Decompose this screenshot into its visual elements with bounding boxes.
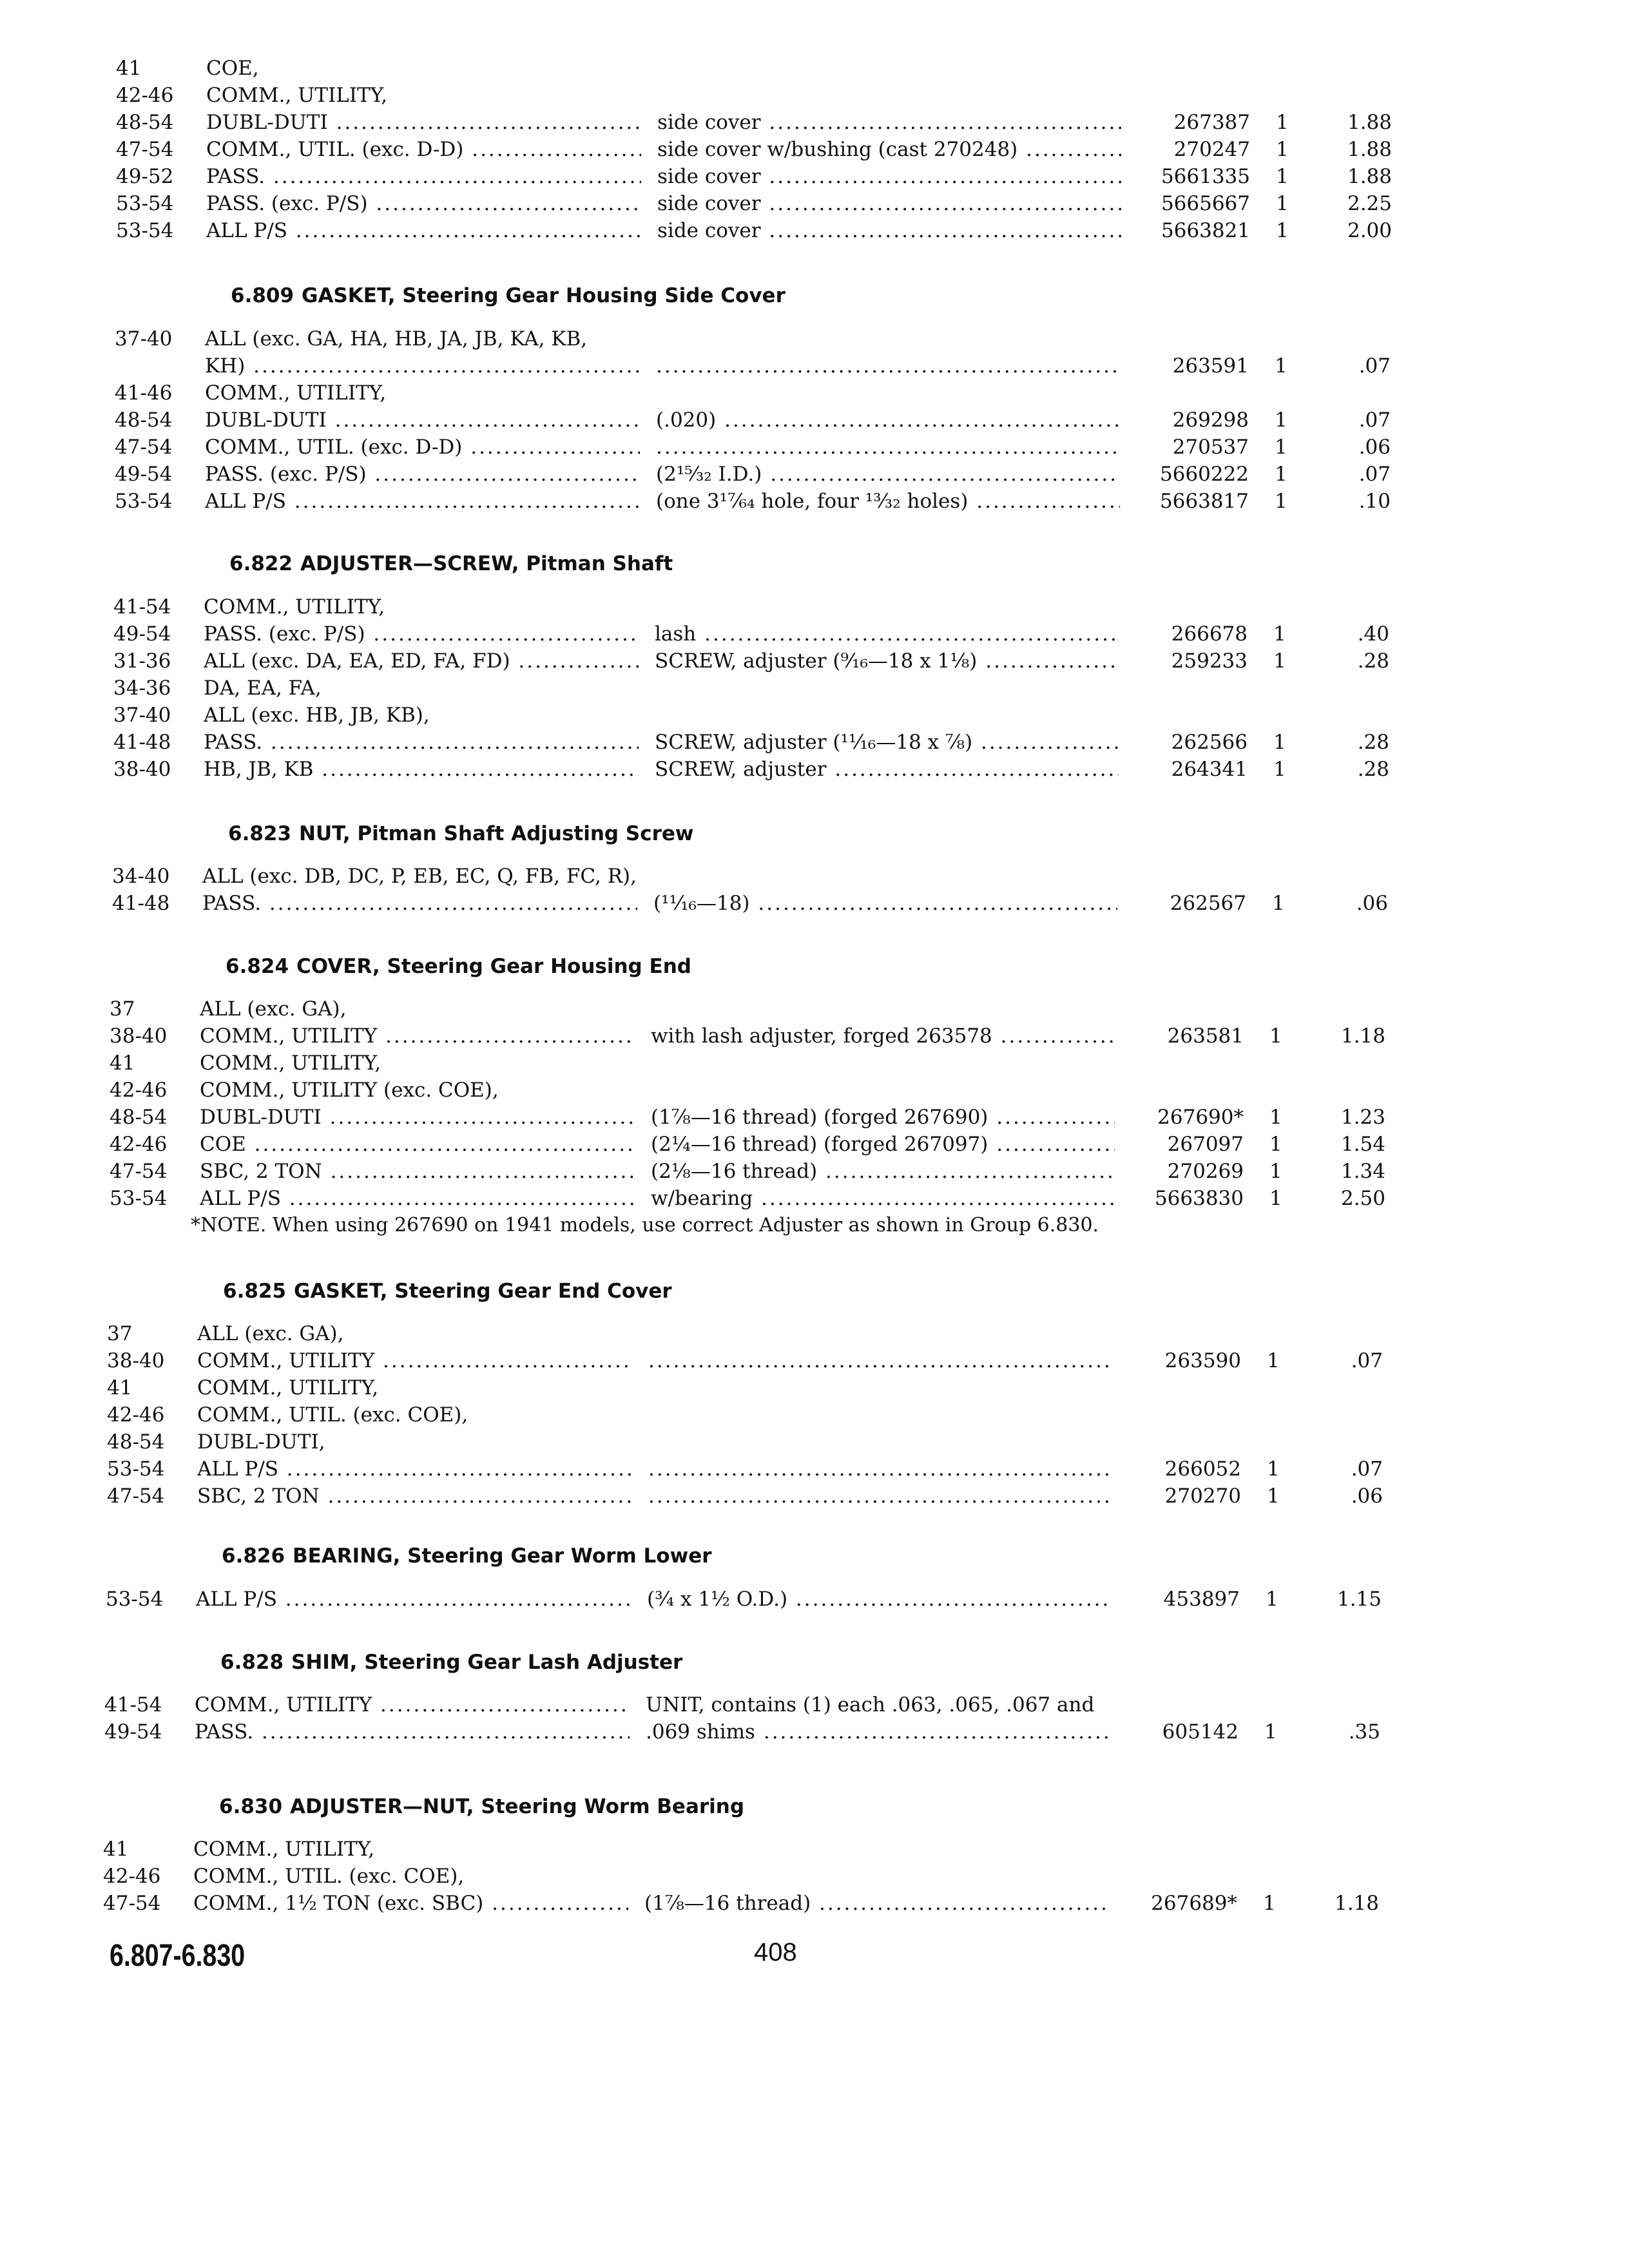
application-cell: ALL (exc. DA, EA, ED, FA, FD) .....	[204, 647, 639, 675]
application-cell: COMM., UTILITY .....	[200, 1022, 635, 1050]
quantity-cell: 1	[1275, 354, 1287, 378]
application-cell: ALL P/S .....	[196, 1585, 631, 1613]
application-cell: DUBL-DUTI .....	[205, 406, 640, 434]
quantity-cell: 1	[1276, 219, 1289, 242]
section-note: *NOTE. When using 267690 on 1941 models, use correct Adjuster as shown in Group 6.830.	[191, 1214, 1099, 1236]
description-cell: (³⁄₄ x 1¹⁄₂ O.D.) .....	[647, 1585, 1111, 1613]
description-cell: SCREW, adjuster .....	[655, 755, 1119, 783]
section-title: NUT, Pitman Shaft Adjusting Screw	[299, 822, 694, 845]
section-title: BEARING, Steering Gear Worm Lower	[293, 1544, 712, 1568]
part-number-cell: 266678	[1171, 622, 1248, 646]
part-number-cell: 267097	[1167, 1133, 1244, 1156]
part-number-cell: 266052	[1164, 1457, 1241, 1481]
quantity-cell: 1	[1269, 1106, 1282, 1129]
years-cell: 48-54	[116, 111, 174, 134]
quantity-cell: 1	[1263, 1892, 1276, 1915]
part-number-cell: 263590	[1164, 1349, 1241, 1372]
years-cell: 42-46	[103, 1865, 161, 1888]
description-cell: (2¹⁄₈—16 thread) .....	[651, 1157, 1115, 1186]
years-cell: 31-36	[113, 649, 171, 673]
page-number: 408	[754, 1938, 797, 1966]
description-cell: (¹¹⁄₁₆—18) .....	[653, 889, 1117, 918]
years-cell: 34-36	[113, 677, 171, 700]
years-cell: 53-54	[107, 1457, 165, 1481]
part-number-cell: 267690*	[1157, 1106, 1244, 1129]
application-cell: DUBL-DUTI,	[197, 1430, 325, 1454]
quantity-cell: 1	[1267, 1349, 1280, 1372]
application-cell: PASS. .....	[202, 889, 637, 918]
section-number: 6.809	[231, 284, 294, 307]
application-cell: ALL (exc. GA),	[197, 1322, 344, 1345]
application-cell: COE,	[206, 57, 259, 80]
group-range-label: 6.807-6.830	[110, 1939, 246, 1973]
parts-row	[115, 379, 1403, 407]
parts-row	[110, 995, 1398, 1023]
description-cell: side cover .....	[657, 216, 1121, 245]
parts-row	[113, 701, 1402, 729]
parts-row	[103, 1889, 1392, 1917]
years-cell: 42-46	[116, 84, 174, 107]
price-cell: .07	[1351, 1457, 1383, 1481]
parts-row	[107, 1455, 1396, 1483]
price-cell: 1.34	[1340, 1160, 1385, 1183]
application-cell: HB, JB, KB .....	[204, 755, 639, 783]
description-cell	[648, 1347, 1112, 1375]
parts-row	[116, 54, 1405, 82]
years-cell: 37	[107, 1322, 133, 1345]
years-cell: 53-54	[116, 219, 174, 242]
price-cell: .28	[1357, 758, 1389, 781]
parts-row	[103, 1862, 1392, 1890]
price-cell: 1.23	[1340, 1106, 1385, 1129]
quantity-cell: 1	[1275, 490, 1287, 513]
price-cell: 1.18	[1340, 1024, 1385, 1048]
part-number-cell: 453897	[1163, 1588, 1240, 1611]
application-cell: KH) .....	[205, 352, 640, 380]
section-number: 6.823	[228, 822, 292, 845]
parts-row	[107, 1482, 1396, 1510]
parts-row	[110, 1157, 1398, 1186]
quantity-cell: 1	[1266, 1588, 1278, 1611]
section-header	[219, 1792, 744, 1821]
quantity-cell: 1	[1273, 758, 1286, 781]
application-cell: COMM., UTILITY .....	[197, 1347, 632, 1375]
part-number-cell: 263581	[1167, 1024, 1244, 1048]
parts-row	[113, 593, 1402, 621]
description-cell: side cover .....	[657, 108, 1121, 137]
section-header	[226, 952, 691, 981]
part-number-cell: 5665667	[1161, 192, 1250, 215]
application-cell: COMM., UTILITY,	[205, 381, 387, 405]
application-cell: ALL P/S .....	[200, 1184, 635, 1213]
parts-row	[110, 1049, 1398, 1077]
price-cell: 1.18	[1334, 1892, 1379, 1915]
part-number-cell: 605142	[1162, 1720, 1239, 1744]
years-cell: 41	[107, 1376, 133, 1399]
price-cell: .28	[1357, 731, 1389, 754]
parts-row	[116, 189, 1405, 218]
years-cell: 47-54	[103, 1892, 161, 1915]
years-cell: 49-54	[115, 463, 173, 486]
section-header	[228, 820, 694, 848]
years-cell: 41-54	[104, 1693, 162, 1716]
price-cell: .07	[1358, 463, 1391, 486]
years-cell: 41-46	[115, 381, 173, 405]
years-cell: 47-54	[107, 1485, 165, 1508]
quantity-cell: 1	[1276, 165, 1289, 188]
description-cell: side cover .....	[657, 189, 1121, 218]
part-number-cell: 267689*	[1151, 1892, 1237, 1915]
quantity-cell: 1	[1276, 192, 1289, 215]
description-cell: (1⁷⁄₈—16 thread) .....	[644, 1889, 1108, 1917]
part-number-cell: 5663817	[1159, 490, 1249, 513]
part-number-cell: 5663821	[1161, 219, 1250, 242]
application-cell: COMM., UTIL. (exc. D-D) .....	[205, 433, 640, 461]
description-cell: (2¹⁵⁄₃₂ I.D.) .....	[656, 460, 1120, 488]
parts-row	[116, 162, 1405, 191]
years-cell: 42-46	[107, 1403, 165, 1427]
application-cell: PASS. (exc. P/S) .....	[204, 620, 639, 648]
parts-row	[112, 862, 1401, 890]
parts-row	[110, 1130, 1398, 1158]
parts-row	[103, 1835, 1392, 1863]
section-title: ADJUSTER—SCREW, Pitman Shaft	[300, 552, 673, 575]
part-number-cell: 264341	[1171, 758, 1248, 781]
parts-row	[104, 1718, 1393, 1746]
quantity-cell: 1	[1275, 463, 1287, 486]
years-cell: 53-54	[116, 192, 174, 215]
price-cell: 1.88	[1347, 138, 1392, 161]
application-cell: PASS. .....	[204, 728, 639, 756]
years-cell: 47-54	[110, 1160, 168, 1183]
parts-row	[116, 216, 1405, 245]
quantity-cell: 1	[1273, 649, 1286, 673]
years-cell: 38-40	[113, 758, 171, 781]
application-cell: DA, EA, FA,	[204, 677, 322, 700]
application-cell: COMM., UTILITY,	[206, 84, 388, 107]
price-cell: 2.25	[1347, 192, 1392, 215]
section-header	[222, 1542, 712, 1570]
parts-row	[110, 1103, 1398, 1131]
price-cell: .07	[1358, 354, 1391, 378]
application-cell: ALL P/S .....	[205, 487, 640, 515]
part-number-cell: 5661335	[1161, 165, 1250, 188]
price-cell: .40	[1357, 622, 1389, 646]
description-cell: side cover .....	[657, 162, 1121, 191]
parts-row	[115, 325, 1403, 353]
price-cell: 2.00	[1347, 219, 1392, 242]
section-header	[231, 282, 786, 310]
quantity-cell: 1	[1275, 436, 1287, 459]
application-cell: COMM., UTILITY .....	[195, 1691, 630, 1719]
quantity-cell: 1	[1269, 1187, 1282, 1210]
price-cell: .07	[1358, 408, 1391, 432]
section-title: SHIM, Steering Gear Lash Adjuster	[291, 1651, 683, 1674]
application-cell: ALL (exc. GA, HA, HB, JA, JB, KA, KB,	[205, 327, 588, 351]
application-cell: COMM., UTILITY,	[193, 1838, 375, 1861]
price-cell: 2.50	[1340, 1187, 1385, 1210]
description-cell: lash .....	[655, 620, 1119, 648]
parts-row	[107, 1428, 1396, 1456]
section-title: GASKET, Steering Gear End Cover	[294, 1280, 672, 1303]
parts-row	[115, 460, 1403, 488]
price-cell: .06	[1358, 436, 1391, 459]
part-number-cell: 270270	[1164, 1485, 1241, 1508]
quantity-cell: 1	[1269, 1024, 1282, 1048]
description-cell: (.020) .....	[656, 406, 1120, 434]
section-number: 6.830	[219, 1795, 283, 1818]
application-cell: DUBL-DUTI .....	[206, 108, 641, 137]
quantity-cell: 1	[1273, 622, 1286, 646]
description-cell: UNIT, contains (1) each .063, .065, .067 and	[646, 1693, 1095, 1716]
price-cell: .10	[1358, 490, 1391, 513]
years-cell: 41	[110, 1052, 135, 1075]
description-cell: SCREW, adjuster (¹¹⁄₁₆—18 x ⁷⁄₈) .....	[655, 728, 1119, 756]
part-number-cell: 262567	[1170, 892, 1246, 915]
part-number-cell: 262566	[1171, 731, 1248, 754]
application-cell: SBC, 2 TON .....	[197, 1482, 632, 1510]
parts-row	[107, 1347, 1396, 1375]
application-cell: COMM., UTILITY,	[204, 595, 385, 619]
quantity-cell: 1	[1264, 1720, 1277, 1744]
part-number-cell: 5660222	[1159, 463, 1249, 486]
application-cell: COMM., UTIL. (exc. COE),	[193, 1865, 465, 1888]
years-cell: 38-40	[110, 1024, 168, 1048]
years-cell: 41-54	[113, 595, 171, 619]
parts-row	[113, 755, 1402, 783]
description-cell: side cover w/bushing (cast 270248) .....	[657, 135, 1121, 164]
section-number: 6.825	[223, 1280, 287, 1303]
quantity-cell: 1	[1267, 1485, 1280, 1508]
application-cell: COMM., UTILITY,	[200, 1052, 381, 1075]
parts-row	[116, 135, 1405, 164]
quantity-cell: 1	[1276, 111, 1289, 134]
description-cell: w/bearing .....	[651, 1184, 1115, 1213]
parts-row	[107, 1320, 1396, 1348]
parts-row	[115, 406, 1403, 434]
section-number: 6.826	[222, 1544, 285, 1568]
years-cell: 49-54	[113, 622, 171, 646]
parts-row	[113, 728, 1402, 756]
price-cell: 1.15	[1336, 1588, 1382, 1611]
years-cell: 41	[116, 57, 142, 80]
parts-row	[115, 487, 1403, 515]
parts-row	[113, 674, 1402, 702]
quantity-cell: 1	[1276, 138, 1289, 161]
part-number-cell: 5663830	[1154, 1187, 1244, 1210]
description-cell	[656, 352, 1120, 380]
years-cell: 47-54	[115, 436, 173, 459]
description-cell: (one 3¹⁷⁄₆₄ hole, four ¹³⁄₃₂ holes) .....	[656, 487, 1120, 515]
application-cell: PASS. .....	[195, 1718, 630, 1746]
part-number-cell: 259233	[1171, 649, 1248, 673]
part-number-cell: 270269	[1167, 1160, 1244, 1183]
years-cell: 41-48	[112, 892, 170, 915]
price-cell: .06	[1356, 892, 1388, 915]
years-cell: 38-40	[107, 1349, 165, 1372]
parts-row	[112, 889, 1401, 918]
price-cell: .35	[1348, 1720, 1380, 1744]
description-cell	[656, 433, 1120, 461]
years-cell: 48-54	[110, 1106, 168, 1129]
description-cell: SCREW, adjuster (⁹⁄₁₆—18 x 1¹⁄₈) .....	[655, 647, 1119, 675]
years-cell: 42-46	[110, 1079, 168, 1102]
description-cell: .069 shims .....	[646, 1718, 1110, 1746]
application-cell: ALL P/S .....	[206, 216, 641, 245]
parts-row	[104, 1691, 1393, 1719]
application-cell: PASS. (exc. P/S) .....	[206, 189, 641, 218]
description-cell: (2¹⁄₄—16 thread) (forged 267097) .....	[651, 1130, 1115, 1158]
quantity-cell: 1	[1272, 892, 1285, 915]
years-cell: 37-40	[113, 704, 171, 727]
parts-row	[115, 352, 1403, 380]
price-cell: .28	[1357, 649, 1389, 673]
part-number-cell: 270247	[1173, 138, 1250, 161]
price-cell: 1.88	[1347, 165, 1392, 188]
years-cell: 53-54	[106, 1588, 164, 1611]
years-cell: 53-54	[115, 490, 173, 513]
years-cell: 53-54	[110, 1187, 168, 1210]
description-cell	[648, 1482, 1112, 1510]
parts-row	[110, 1022, 1398, 1050]
application-cell: PASS. (exc. P/S) .....	[205, 460, 640, 488]
years-cell: 37-40	[115, 327, 173, 351]
section-header	[220, 1648, 682, 1677]
section-number: 6.822	[229, 552, 293, 575]
parts-row	[116, 108, 1405, 137]
part-number-cell: 270537	[1172, 436, 1249, 459]
price-cell: .06	[1351, 1485, 1383, 1508]
years-cell: 41-48	[113, 731, 171, 754]
years-cell: 47-54	[116, 138, 174, 161]
quantity-cell: 1	[1269, 1133, 1282, 1156]
part-number-cell: 263591	[1172, 354, 1249, 378]
years-cell: 37	[110, 997, 135, 1021]
quantity-cell: 1	[1269, 1160, 1282, 1183]
price-cell: .07	[1351, 1349, 1383, 1372]
section-number: 6.828	[220, 1651, 284, 1674]
years-cell: 49-52	[116, 165, 174, 188]
quantity-cell: 1	[1273, 731, 1286, 754]
parts-row	[106, 1585, 1394, 1613]
section-title: COVER, Steering Gear Housing End	[296, 955, 691, 978]
section-title: GASKET, Steering Gear Housing Side Cover	[302, 284, 786, 307]
application-cell: COE .....	[200, 1130, 635, 1158]
years-cell: 34-40	[112, 865, 170, 888]
section-header	[229, 550, 673, 578]
parts-row	[113, 620, 1402, 648]
application-cell: COMM., 1¹⁄₂ TON (exc. SBC) .....	[193, 1889, 628, 1917]
part-number-cell: 269298	[1172, 408, 1249, 432]
application-cell: COMM., UTILITY,	[197, 1376, 379, 1399]
parts-row	[107, 1401, 1396, 1429]
parts-row	[110, 1076, 1398, 1104]
quantity-cell: 1	[1267, 1457, 1280, 1481]
application-cell: COMM., UTILITY (exc. COE),	[200, 1079, 499, 1102]
years-cell: 48-54	[115, 408, 173, 432]
application-cell: ALL (exc. GA),	[200, 997, 347, 1021]
section-title: ADJUSTER—NUT, Steering Worm Bearing	[290, 1795, 745, 1818]
price-cell: 1.88	[1347, 111, 1392, 134]
part-number-cell: 267387	[1173, 111, 1250, 134]
parts-row	[110, 1184, 1398, 1213]
application-cell: ALL P/S .....	[197, 1455, 632, 1483]
application-cell: ALL (exc. HB, JB, KB),	[204, 704, 430, 727]
price-cell: 1.54	[1340, 1133, 1385, 1156]
application-cell: ALL (exc. DB, DC, P, EB, EC, Q, FB, FC, R),	[202, 865, 637, 888]
application-cell: PASS. .....	[206, 162, 641, 191]
description-cell: (1⁷⁄₈—16 thread) (forged 267690) .....	[651, 1103, 1115, 1131]
years-cell: 42-46	[110, 1133, 168, 1156]
years-cell: 48-54	[107, 1430, 165, 1454]
description-cell	[648, 1455, 1112, 1483]
application-cell: DUBL-DUTI .....	[200, 1103, 635, 1131]
application-cell: COMM., UTIL. (exc. D-D) .....	[206, 135, 641, 164]
application-cell: COMM., UTIL. (exc. COE),	[197, 1403, 468, 1427]
parts-row	[113, 647, 1402, 675]
parts-row	[116, 81, 1405, 110]
years-cell: 49-54	[104, 1720, 162, 1744]
quantity-cell: 1	[1275, 408, 1287, 432]
application-cell: SBC, 2 TON .....	[200, 1157, 635, 1186]
years-cell: 41	[103, 1838, 129, 1861]
section-header	[223, 1277, 672, 1305]
description-cell: with lash adjuster, forged 263578 .....	[651, 1022, 1115, 1050]
section-number: 6.824	[226, 955, 289, 978]
parts-row	[107, 1374, 1396, 1402]
parts-row	[115, 433, 1403, 461]
